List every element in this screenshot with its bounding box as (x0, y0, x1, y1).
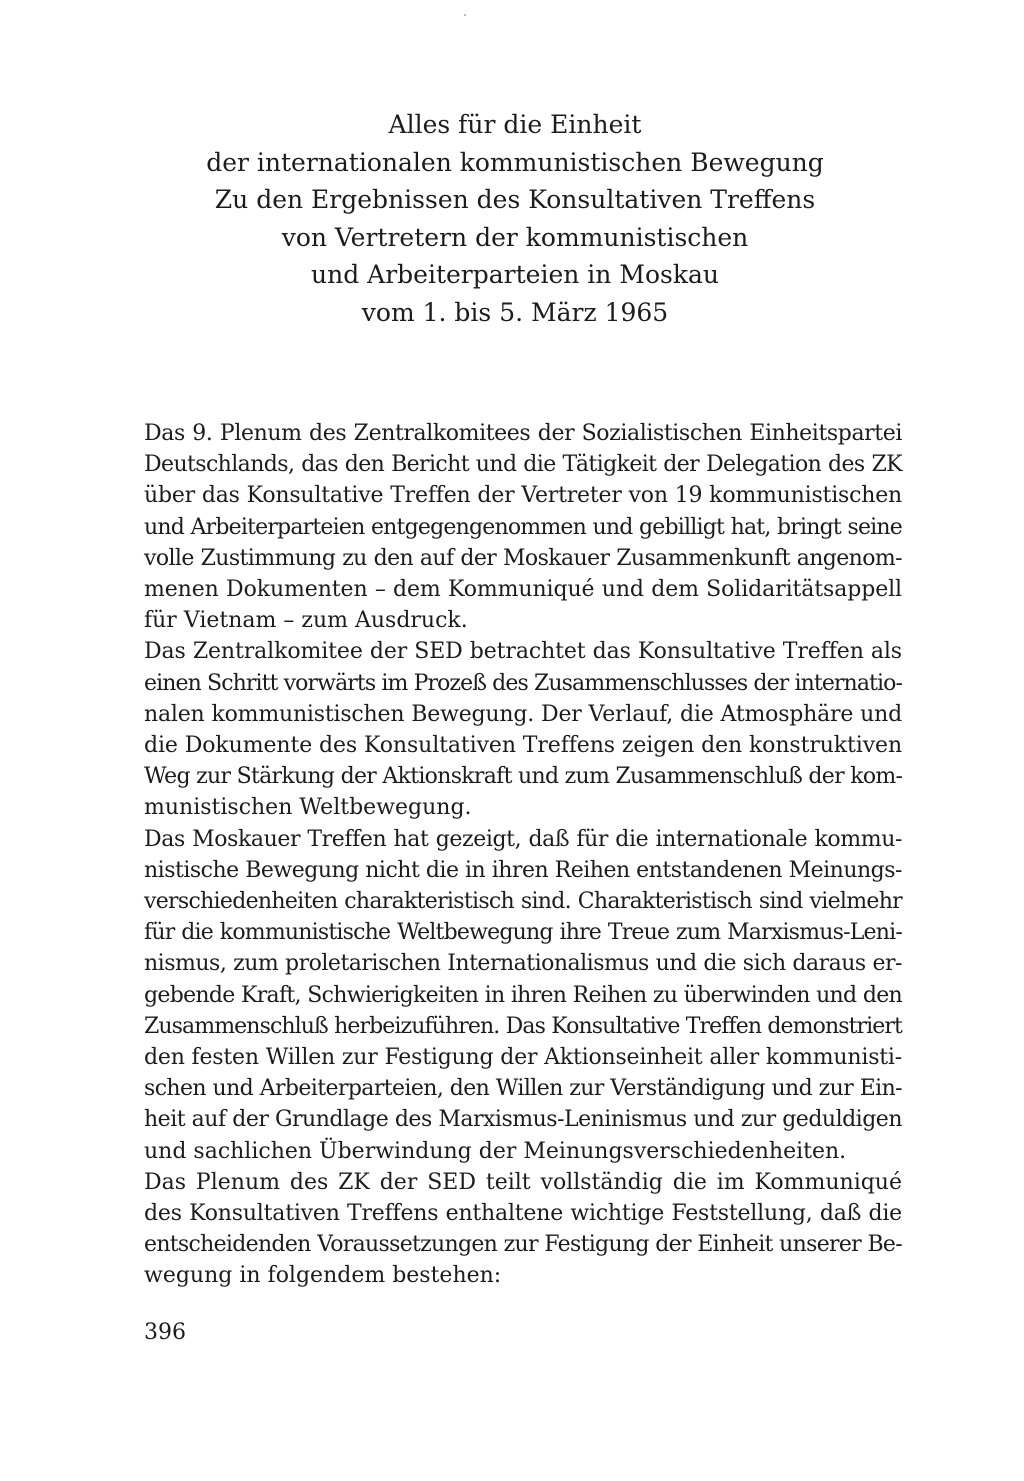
text-line: menen Dokumenten – dem Kommuniqué und dem Solidaritätsappell (144, 577, 902, 603)
text-line: und Arbeiterparteien entgegengenommen und gebilligt hat, bringt seine (144, 514, 902, 540)
title-line: von Vertretern der kommunistischen (281, 222, 749, 252)
text-line: Das 9. Plenum des Zentralkomitees der Sozialistischen Einheitspartei (144, 421, 902, 446)
text-line: volle Zustimmung zu den auf der Moskauer Zusammenkunft angenom- (144, 545, 902, 571)
page-number: 396 (144, 1320, 186, 1345)
body-text (144, 418, 902, 1292)
text-line: Zusammenschluß herbeizuführen. Das Konsultative Treffen demonstriert (144, 1013, 902, 1039)
text-line: Das Moskauer Treffen hat gezeigt, daß für die internationale kommu- (144, 826, 902, 852)
title-line: der internationalen kommunistischen Bewegung (206, 147, 824, 177)
title-line: vom 1. bis 5. März 1965 (361, 297, 669, 327)
paragraph-4 (144, 1167, 902, 1292)
paragraph-2 (144, 636, 902, 823)
scan-speck (464, 14, 466, 16)
text-line: entscheidenden Voraussetzungen zur Festigung der Einheit unserer Be- (144, 1232, 902, 1258)
text-line: einen Schritt vorwärts im Prozeß des Zusammenschlusses der internatio- (144, 670, 902, 696)
title-line: Alles für die Einheit (388, 110, 642, 139)
paragraph-1 (144, 418, 902, 636)
text-line: und sachlichen Überwindung der Meinungsverschiedenheiten. (144, 1138, 847, 1164)
text-line: Weg zur Stärkung der Aktionskraft und zum Zusammenschluß der kom- (144, 764, 903, 790)
text-line: nismus, zum proletarischen Internationalismus und die sich daraus er- (144, 951, 902, 977)
title-line: Zu den Ergebnissen des Konsultativen Treffens (214, 185, 816, 214)
paragraph-3 (144, 824, 902, 1167)
text-line: schen und Arbeiterparteien, den Willen zur Verständigung und zur Ein- (144, 1076, 902, 1102)
text-line: gebende Kraft, Schwierigkeiten in ihren Reihen zu überwinden und den (144, 982, 902, 1008)
text-line: die Dokumente des Konsultativen Treffens zeigen den konstruktiven (144, 733, 903, 759)
text-line: verschiedenheiten charakteristisch sind. Charakteristisch sind vielmehr (144, 889, 902, 915)
text-line: Das Zentralkomitee der SED betrachtet das Konsultative Treffen als (144, 639, 902, 665)
text-line: wegung in folgendem bestehen: (144, 1263, 502, 1289)
text-line: des Konsultativen Treffens enthaltene wichtige Feststellung, daß die (144, 1201, 902, 1227)
text-line: für die kommunistische Weltbewegung ihre Treue zum Marxismus-Leni- (144, 920, 902, 946)
text-line: Das Plenum des ZK der SED teilt vollständig die im Kommuniqué (144, 1169, 902, 1195)
text-line: Deutschlands, das den Bericht und die Tätigkeit der Delegation des ZK (144, 452, 902, 478)
text-line: den festen Willen zur Festigung der Aktionseinheit aller kommunisti- (144, 1045, 902, 1071)
text-line: für Vietnam – zum Ausdruck. (144, 608, 468, 634)
title-line: und Arbeiterparteien in Moskau (311, 260, 719, 289)
text-line: über das Konsultative Treffen der Vertreter von 19 kommunistischen (144, 483, 902, 509)
document-title (140, 106, 890, 331)
text-line: nalen kommunistischen Bewegung. Der Verlauf, die Atmosphäre und (144, 701, 902, 727)
text-line: munistischen Weltbewegung. (144, 795, 472, 821)
text-line: heit auf der Grundlage des Marxismus-Leninismus und zur geduldigen (144, 1107, 902, 1133)
text-line: nistische Bewegung nicht die in ihren Reihen entstandenen Meinungs- (144, 857, 902, 883)
